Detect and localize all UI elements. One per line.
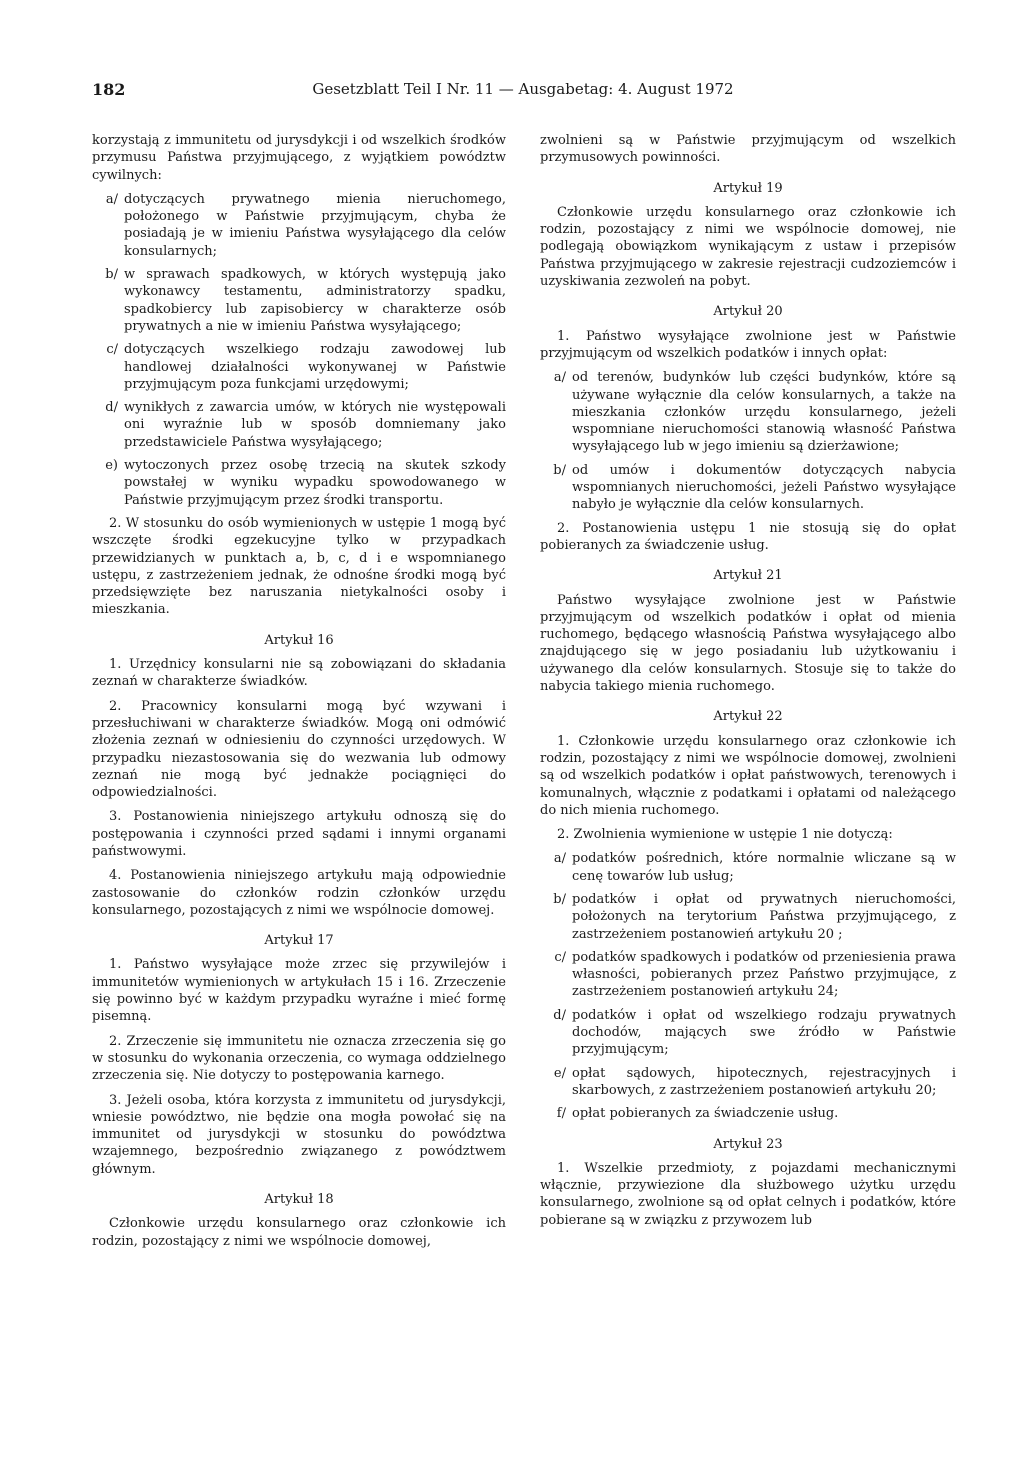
list-item [540,891,956,943]
item-text: wynikłych z zawarcia umów, w których nie występowali oni wyraźnie lub w sposób domniemany jako przedstawiciele Państwa wysyłającego; [124,400,506,450]
list-item [540,369,956,455]
article-17-heading: Artykuł 17 [264,933,334,949]
item-label: e/ [553,1065,566,1081]
item-label: f/ [556,1106,566,1122]
article-22-heading: Artykuł 22 [713,709,783,725]
item-label: a/ [553,851,566,867]
article-16-heading: Artykuł 16 [264,632,334,648]
list-item [92,191,506,260]
paragraph: Członkowie urzędu konsularnego oraz członkowie ich rodzin, pozostający z nimi we wspólnocie domowej, nie podlegają obowiązkom wynikającym z ustaw i przepisów Państwa przyjmującego w zakresie rejestracji cudzoziemców i uzyskiwania zezwoleń na pobyt. [540,204,956,290]
article-19-heading: Artykuł 19 [713,180,783,196]
list-item [92,399,506,451]
paragraph: 1. Urzędnicy konsularni nie są zobowiązani do składania zeznań w charakterze świadków. [92,657,506,690]
item-text: podatków i opłat od prywatnych nieruchomości, położonych na terytorium Państwa przyjmującego, z zastrzeżeniem postanowień artykułu 20 ; [572,891,956,942]
article-20-heading: Artykuł 20 [713,304,783,320]
paragraph: 2. Postanowienia ustępu 1 nie stosują się do opłat pobieranych za świadczenie usług. [540,520,956,553]
item-text: dotyczących prywatnego mienia nieruchomego, położonego w Państwie przyjmującym, chyba że posiadają je w imieniu Państwa wysyłającego dla celów konsularnych; [124,191,506,259]
list-item [92,266,506,335]
item-label: d/ [553,1007,566,1023]
item-label: c/ [554,949,566,965]
item-text: od terenów, budynków lub części budynków, które są używane wyłącznie dla celów konsularnych, a także na mieszkania członków urzędu konsularnego, jeżeli wspomniane nieruchomości stanowią własność Państwa wysyłającego lub w jego imieniu są dzierżawione; [572,370,956,455]
paragraph: 2. Zwolnienia wymienione w ustępie 1 nie dotyczą: [557,827,893,843]
paragraph: 1. Państwo wysyłające zwolnione jest w Państwie przyjmującym od wszelkich podatków i innych opłat: [540,328,956,361]
paragraph: Członkowie urzędu konsularnego oraz członkowie ich rodzin, pozostający z nimi we wspólnocie domowej, [92,1216,506,1249]
item-text: podatków spadkowych i podatków od przeniesienia prawa własności, pobieranych przez Państwo przyjmujące, z zastrzeżeniem postanowień artykułu 24; [572,949,956,1000]
item-label: b/ [105,267,118,283]
list-item [540,1105,956,1122]
item-text: wytoczonych przez osobę trzecią na skutek szkody powstałej w wyniku wypadku spowodowanego w Państwie przyjmującym przez środki transportu. [124,458,506,508]
item-text: podatków pośrednich, które normalnie wliczane są w cenę towarów lub usług; [572,851,956,884]
paragraph: 1. Wszelkie przedmioty, z pojazdami mechanicznymi włącznie, przywiezione dla służbowego użytku urzędu konsularnego, zwolnione są od opłat celnych i podatków, które pobierane są w związku z przywozem lub [540,1160,956,1228]
list-item [540,1065,956,1100]
page-number: 182 [92,80,126,99]
paragraph: 2. Zrzeczenie się immunitetu nie oznacza zrzeczenia się go w stosunku do wykonania orzeczenia, co wymaga oddzielnego zrzeczenia się. Nie dotyczy to postępowania karnego. [92,1033,506,1084]
gazette-title: Gesetzblatt Teil I Nr. 11 — Ausgabetag: 4. August 1972 [312,80,734,98]
item-label: a/ [105,191,118,207]
list-item [540,949,956,1001]
list-item [540,1007,956,1059]
item-label: e) [105,458,118,474]
paragraph: 3. Postanowienia niniejszego artykułu odnoszą się do postępowania i czynności przed sądami i innymi organami państwowymi. [92,809,506,859]
article-18-heading: Artykuł 18 [264,1192,334,1208]
right-column [540,132,956,1236]
paragraph: 4. Postanowienia niniejszego artykułu mają odpowiednie zastosowanie do członków rodzin członków urzędu konsularnego, pozostających z nimi we wspólnocie domowej. [92,868,506,918]
item-label: d/ [105,400,118,416]
article-23-heading: Artykuł 23 [713,1136,783,1152]
paragraph: 1. Państwo wysyłające może zrzec się przywilejów i immunitetów wymienionych w artykułach 15 i 16. Zrzeczenie się powinno być w każdym przypadku wyraźne i mieć formę pisemną. [92,957,506,1025]
item-text: w sprawach spadkowych, w których występują jako wykonawcy testamentu, administratorzy spadku, spadkobiercy lub zapisobiercy w charakterze osób prywatnych a nie w imieniu Państwa wysyłającego; [124,267,506,334]
paragraph: Państwo wysyłające zwolnione jest w Państwie przyjmującym od wszelkich podatków i opłat od mienia ruchomego, będącego własnością Państwa wysyłającego albo znajdującego się w jego posiadaniu lub użytkowaniu i używanego dla celów konsularnych. Stosuje się to także do nabycia takiego mienia ruchomego. [540,592,956,695]
left-column [92,132,506,1257]
paragraph: 2. W stosunku do osób wymienionych w ustępie 1 mogą być wszczęte środki egzekucyjne tylko w przypadkach przewidzianych w punktach a, b, c, d i e wspomnianego ustępu, z zastrzeżeniem jednak, że odnośne środki mogą być przedsięwzięte bez naruszania nietykalności osoby i mieszkania. [92,515,506,618]
page-header [92,80,954,102]
list-item [92,341,506,393]
intro-paragraph: korzystają z immunitetu od jurysdykcji i od wszelkich środków przymusu Państwa przyjmującego, z wyjątkiem powództw cywilnych: [92,133,506,183]
article-21-heading: Artykuł 21 [713,568,783,584]
item-text: dotyczących wszelkiego rodzaju zawodowej lub handlowej działalności wykonywanej w Państwie przyjmującym poza funkcjami urzędowymi; [124,342,506,392]
item-label: b/ [553,462,566,478]
list-item [540,850,956,885]
paragraph: 2. Pracownicy konsularni mogą być wzywani i przesłuchiwani w charakterze świadków. Mogą oni odmówić złożenia zeznań w odniesieniu do czynności urzędowych. W przypadku niezastosowania się do wezwania lub odmowy zeznań nie mogą być jednakże pociągnięci do odpowiedzialności. [92,698,506,801]
item-text: opłat pobieranych za świadczenie usług. [572,1106,839,1122]
item-label: c/ [106,342,118,358]
item-label: a/ [553,370,566,386]
list-item [92,457,506,509]
item-label: b/ [553,891,566,907]
paragraph: 1. Członkowie urzędu konsularnego oraz członkowie ich rodzin, pozostający z nimi we wspólnocie domowej, zwolnieni są od wszelkich podatków i opłat państwowych, terenowych i komunalnych, włącznie z podatkami i opłatami od należącego do nich mienia ruchomego. [540,733,956,818]
item-text: opłat sądowych, hipotecznych, rejestracyjnych i skarbowych, z zastrzeżeniem postanowień artykułu 20; [572,1065,956,1098]
item-text: podatków i opłat od wszelkiego rodzaju prywatnych dochodów, mających swe źródło w Państwie przyjmującym; [572,1007,956,1058]
paragraph: zwolnieni są w Państwie przyjmującym od wszelkich przymusowych powinności. [540,133,956,166]
paragraph: 3. Jeżeli osoba, która korzysta z immunitetu od jurysdykcji, wniesie powództwo, nie będzie ona mogła powołać się na immunitet od jurysdykcji w stosunku do powództwa wzajemnego, bezpośrednio związanego z powództwem głównym. [92,1092,506,1177]
list-item [540,462,956,514]
item-text: od umów i dokumentów dotyczących nabycia wspomnianych nieruchomości, jeżeli Państwo wysyłające nabyło je wyłącznie dla celów konsularnych. [572,462,956,513]
